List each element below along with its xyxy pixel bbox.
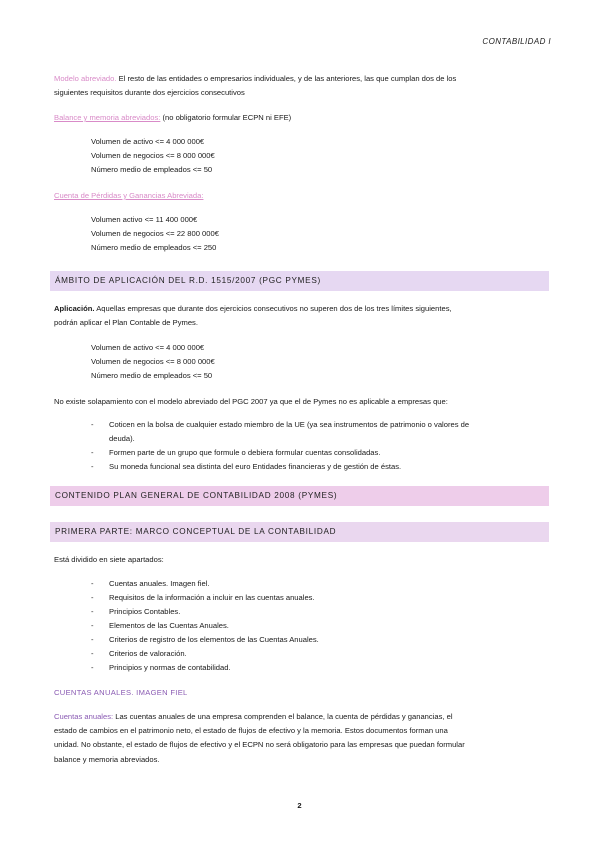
paragraph-text-cont: podrán aplicar el Plan Contable de Pymes. xyxy=(54,318,198,328)
paragraph-aplicacion xyxy=(54,302,546,330)
list-item: - Criterios de registro de los elementos de las Cuentas Anuales. xyxy=(91,635,319,644)
list-item: - Principios y normas de contabilidad. xyxy=(91,663,231,672)
list-item: - Cuentas anuales. Imagen fiel. xyxy=(91,579,210,588)
list-item: Volumen de negocios <= 22 800 000€ xyxy=(91,229,219,239)
exclusions-list xyxy=(91,418,551,478)
paragraph-modelo-abreviado xyxy=(54,72,546,100)
apartados-list xyxy=(91,577,551,677)
list-item: Volumen de negocios <= 8 000 000€ xyxy=(91,357,215,367)
paragraph-pyg-abreviada xyxy=(54,189,546,203)
list-item: Volumen de activo <= 4 000 000€ xyxy=(91,343,205,352)
list-item: Número medio de empleados <= 50 xyxy=(91,165,213,175)
page-number: 2 xyxy=(297,801,302,810)
list-item: - Su moneda funcional sea distinta del euro Entidades financieras y de gestión de éstas. xyxy=(91,462,402,471)
list-item: - Criterios de valoración. xyxy=(91,649,187,658)
list-item: - Coticen en la bolsa de cualquier estado miembro de la UE (ya sea instrumentos de patrimonio o valores de xyxy=(91,420,470,429)
paragraph-text: El resto de las entidades o empresarios individuales, y de las anteriores, las que cumplan dos de los xyxy=(116,74,457,83)
term-label: Cuenta de Pérdidas y Ganancias Abreviada: xyxy=(54,191,204,200)
paragraph-text-cont: estado de cambios en el patrimonio neto, el estado de flujos de efectivo y la memoria. Estos documentos forman una xyxy=(54,726,448,736)
list-item: - Elementos de las Cuentas Anuales. xyxy=(91,621,229,630)
section-heading-ambito: ÁMBITO DE APLICACIÓN DEL R.D. 1515/2007 (PGC PYMES) xyxy=(50,271,549,291)
list-item: Número medio de empleados <= 250 xyxy=(91,243,217,253)
paragraph-cuentas-anuales xyxy=(54,710,546,767)
term-label: Aplicación. xyxy=(54,304,95,313)
paragraph-solapamiento: No existe solapamiento con el modelo abreviado del PGC 2007 ya que el de Pymes no es aplicable a empresas que: xyxy=(54,397,448,406)
list-item: Volumen activo <= 11 400 000€ xyxy=(91,215,198,224)
list-item-continuation: deuda). xyxy=(109,434,135,443)
paragraph-text: Las cuentas anuales de una empresa comprenden el balance, la cuenta de pérdidas y ganancias, el xyxy=(113,712,453,721)
list-item: - Principios Contables. xyxy=(91,607,181,616)
limits-list-1 xyxy=(91,135,215,178)
section-heading-primera-parte: PRIMERA PARTE: MARCO CONCEPTUAL DE LA CONTABILIDAD xyxy=(50,522,549,542)
paragraph-text-cont: siguientes requisitos durante dos ejercicios consecutivos xyxy=(54,88,245,98)
paragraph-text-cont: balance y memoria abreviados. xyxy=(54,754,160,764)
list-item: Volumen de activo <= 4 000 000€ xyxy=(91,137,205,146)
paragraph-apartados: Está dividido en siete apartados: xyxy=(54,555,164,564)
list-item: - Requisitos de la información a incluir en las cuentas anuales. xyxy=(91,593,315,602)
term-label: Cuentas anuales: xyxy=(54,712,114,721)
subheading-cuentas-anuales: CUENTAS ANUALES. IMAGEN FIEL xyxy=(54,688,188,697)
limits-list-3 xyxy=(91,341,215,384)
running-header: CONTABILIDAD I xyxy=(482,37,551,46)
paragraph-balance-memoria xyxy=(54,111,546,125)
term-label: Balance y memoria abreviados: xyxy=(54,113,161,122)
list-item: - Formen parte de un grupo que formule o debiera formular cuentas consolidadas. xyxy=(91,448,381,457)
paragraph-text: (no obligatorio formular ECPN ni EFE) xyxy=(160,113,292,122)
paragraph-text-cont: unidad. No obstante, el estado de flujos de efectivo y el ECPN no será obligatorio para las empresas que puedan formular xyxy=(54,740,465,750)
paragraph-text: Aquellas empresas que durante dos ejercicios consecutivos no superen dos de los tres límites siguientes, xyxy=(94,304,452,313)
list-item: Número medio de empleados <= 50 xyxy=(91,371,213,381)
limits-list-2 xyxy=(91,213,219,256)
term-label: Modelo abreviado. xyxy=(54,74,117,83)
section-heading-contenido: CONTENIDO PLAN GENERAL DE CONTABILIDAD 2008 (PYMES) xyxy=(50,486,549,506)
list-item: Volumen de negocios <= 8 000 000€ xyxy=(91,151,215,161)
